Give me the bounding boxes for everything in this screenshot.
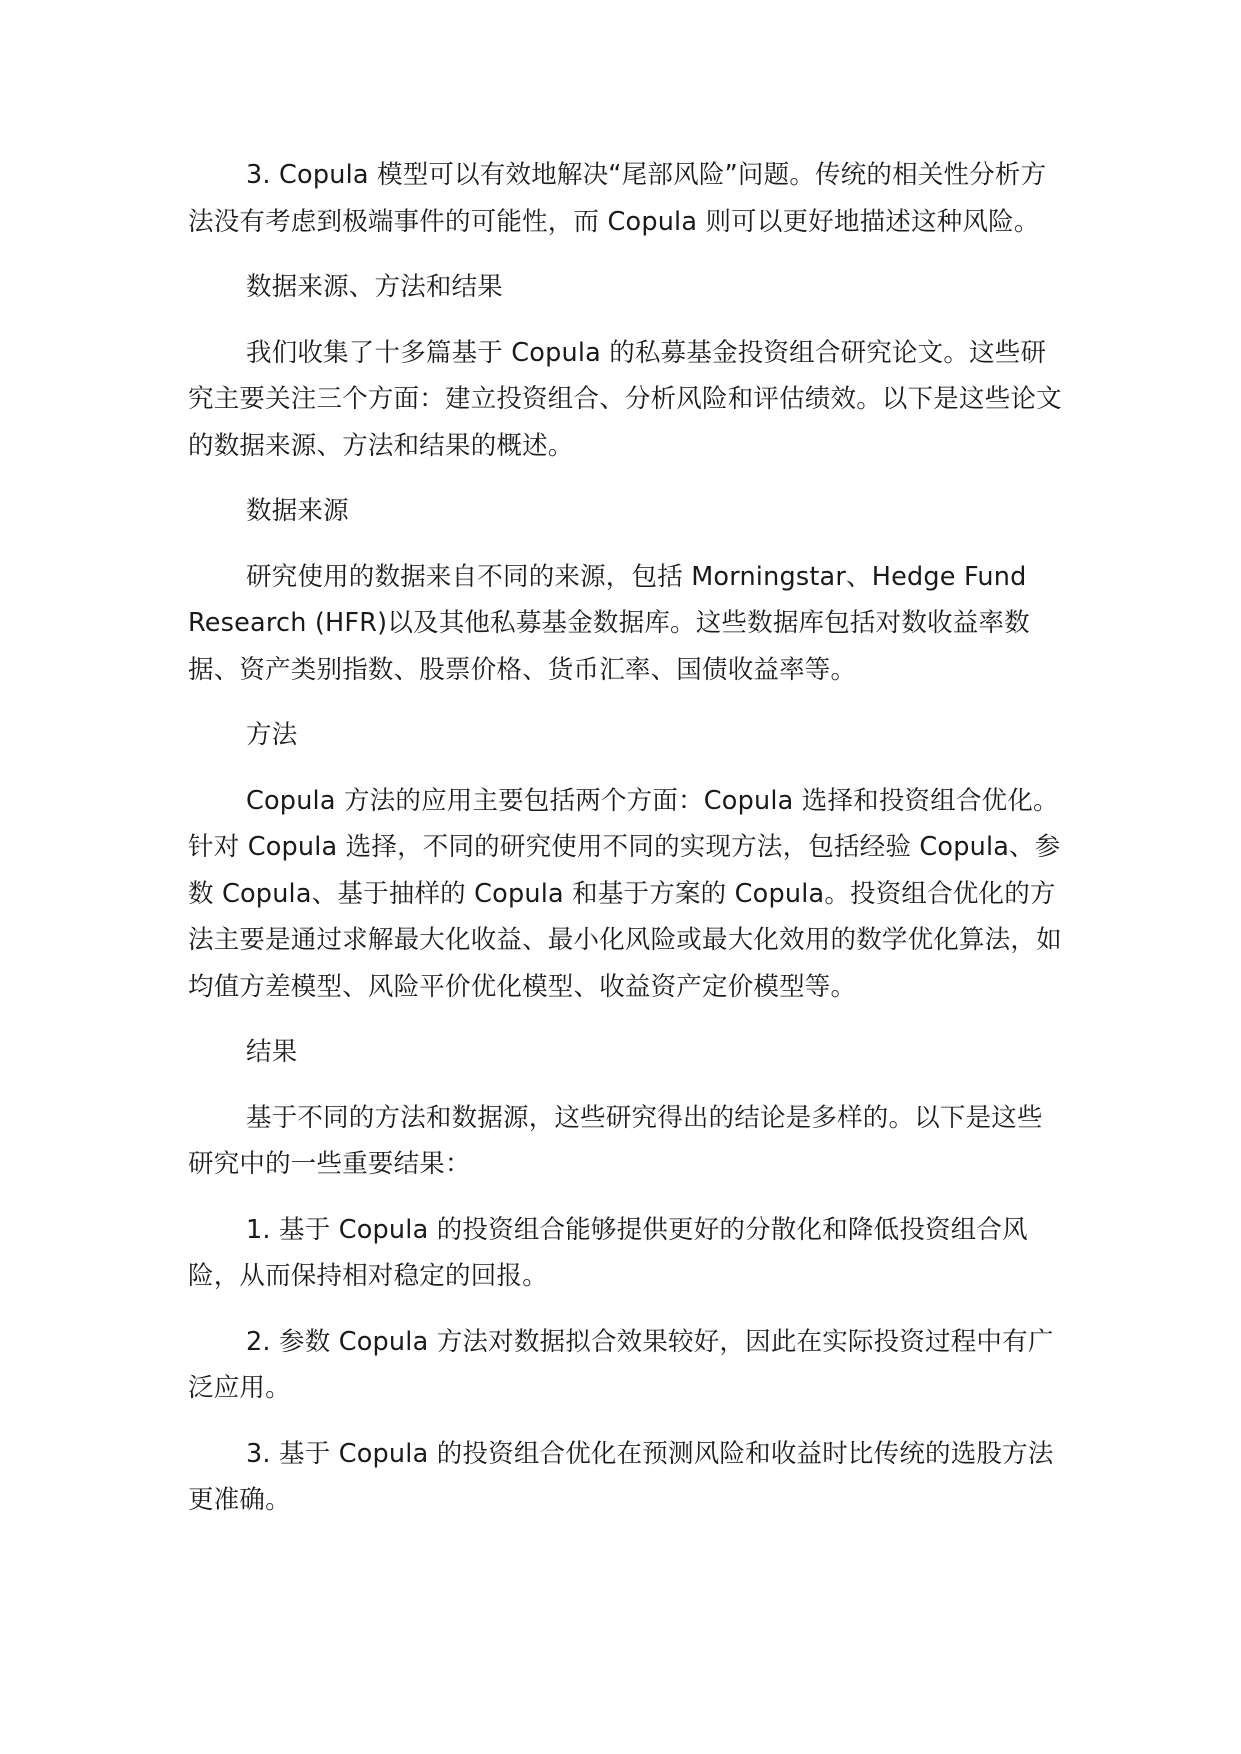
heading-data-methods-results: 数据来源、方法和结果 [246, 272, 504, 302]
paragraph-results-intro: 基于不同的方法和数据源，这些研究得出的结论是多样的。以下是这些研究中的一些重要结果： [188, 1102, 1043, 1179]
paragraph-methods: Copula 方法的应用主要包括两个方面：Copula 选择和投资组合优化。针对 Copula 选择，不同的研究使用不同的实现方法，包括经验 Copula、参数 Copula、基于抽样的 Copula 和基于方案的 Copula。投资组合优化的方法主要是通过求解最大化收益、最小化风险或最大化效用的数学优化算法，如均值方差模型、风险平价优化模型、收益资产定价模型等。 [188, 785, 1062, 1002]
heading-data-sources: 数据来源 [246, 496, 349, 526]
result-item-2: 2. 参数 Copula 方法对数据拟合效果较好，因此在实际投资过程中有广泛应用。 [188, 1326, 1054, 1403]
paragraph-overview: 我们收集了十多篇基于 Copula 的私募基金投资组合研究论文。这些研究主要关注三个方面：建立投资组合、分析风险和评估绩效。以下是这些论文的数据来源、方法和结果的概述。 [188, 337, 1062, 461]
document-body [188, 152, 1068, 1543]
paragraph-tail-risk: 3. Copula 模型可以有效地解决“尾部风险”问题。传统的相关性分析方法没有考虑到极端事件的可能性，而 Copula 则可以更好地描述这种风险。 [188, 160, 1047, 237]
paragraph-data-sources: 研究使用的数据来自不同的来源，包括 Morningstar、Hedge Fund Research (HFR)以及其他私募基金数据库。这些数据库包括对数收益率数据、资产类别指数、股票价格、货币汇率、国债收益率等。 [188, 561, 1030, 685]
result-item-3: 3. 基于 Copula 的投资组合优化在预测风险和收益时比传统的选股方法更准确。 [188, 1438, 1054, 1515]
heading-results: 结果 [246, 1037, 298, 1067]
result-item-1: 1. 基于 Copula 的投资组合能够提供更好的分散化和降低投资组合风险，从而保持相对稳定的回报。 [188, 1214, 1028, 1291]
heading-methods: 方法 [246, 720, 298, 750]
